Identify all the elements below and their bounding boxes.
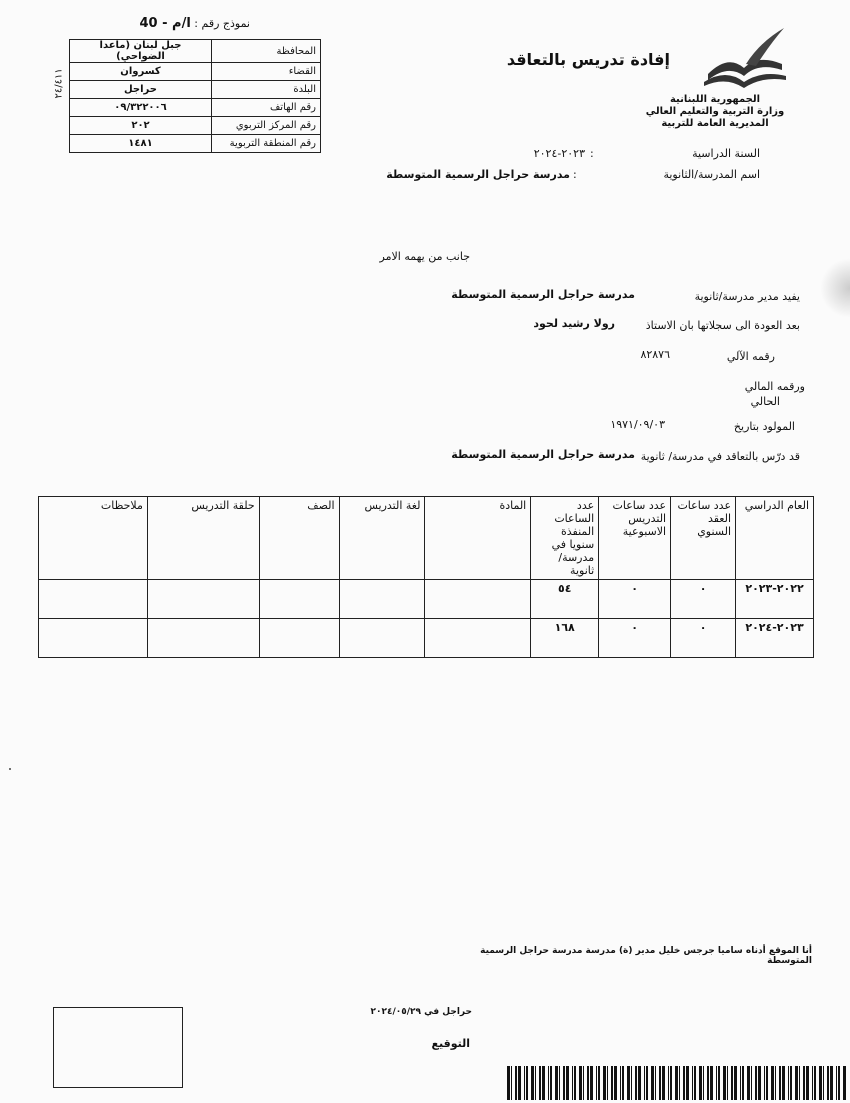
barcode-bar <box>627 1066 630 1100</box>
line1-value: مدرسة حراجل الرسمية المتوسطة <box>451 288 635 301</box>
line1-label: يفيد مدير مدرسة/ثانوية <box>694 290 800 303</box>
ministry-header <box>640 94 790 130</box>
barcode-bar <box>635 1066 637 1100</box>
info-row <box>70 117 321 135</box>
barcode-bar <box>830 1066 833 1100</box>
addressee: جانب من يهمه الامر <box>379 250 470 263</box>
table-cell <box>147 619 259 658</box>
table-header-cell: لغة التدريس <box>339 497 425 580</box>
barcode-bar <box>838 1066 840 1100</box>
barcode-bar <box>563 1066 565 1100</box>
barcode-bar <box>518 1066 521 1100</box>
teacher-name: رولا رشيد لحود <box>533 317 615 330</box>
barcode-bar <box>679 1066 680 1100</box>
info-row <box>70 135 321 153</box>
table-header-cell: عدد الساعات المنفذة سنويا في مدرسة/ثانوية <box>531 497 599 580</box>
barcode-bar <box>751 1066 752 1100</box>
barcode-bar <box>548 1066 549 1100</box>
barcode-bar <box>607 1066 608 1100</box>
barcode-bar <box>803 1066 805 1100</box>
barcode-bar <box>836 1066 837 1100</box>
barcode-bar <box>644 1066 645 1100</box>
barcode-bar <box>747 1066 750 1100</box>
barcode-bar <box>531 1066 534 1100</box>
table-cell <box>339 619 425 658</box>
info-row <box>70 63 321 81</box>
barcode-bar <box>823 1066 824 1100</box>
table-header-cell: العام الدراسي <box>736 497 814 580</box>
info-row <box>70 99 321 117</box>
barcode-bar <box>566 1066 569 1100</box>
scan-shadow <box>820 258 850 318</box>
table-cell: ٢٠٢٣-٢٠٢٤ <box>736 619 814 658</box>
barcode-bar <box>574 1066 576 1100</box>
place-date: حراجل في ٢٠٢٤/٠٥/٢٩ <box>370 1007 472 1017</box>
info-value: حراجل <box>70 81 212 99</box>
info-value: ٢٠٢ <box>70 117 212 135</box>
barcode-bar <box>703 1066 704 1100</box>
barcode-bar <box>596 1066 597 1100</box>
ministry-line: المديرية العامة للتربية <box>661 118 769 129</box>
barcode <box>507 1066 847 1100</box>
stamp-box <box>53 1007 183 1088</box>
info-row <box>70 40 321 63</box>
barcode-bar <box>731 1066 733 1100</box>
barcode-bar <box>799 1066 800 1100</box>
barcode-bar <box>827 1066 829 1100</box>
taught-label: قد درّس بالتعاقد في مدرسة/ ثانوية <box>640 450 800 463</box>
table-cell <box>39 619 148 658</box>
barcode-bar <box>655 1066 656 1100</box>
year-value: ٢٠٢٣-٢٠٢٤ <box>533 147 585 160</box>
barcode-bar <box>779 1066 781 1100</box>
barcode-bar <box>775 1066 776 1100</box>
table-cell: ٠ <box>599 619 671 658</box>
barcode-bar <box>710 1066 713 1100</box>
barcode-bar <box>766 1066 768 1100</box>
barcode-bar <box>587 1066 589 1100</box>
barcode-bar <box>550 1066 552 1100</box>
info-label: رقم المركز التربوي <box>212 117 321 135</box>
table-cell: ٠ <box>599 580 671 619</box>
barcode-bar <box>614 1066 617 1100</box>
teaching-hours-table <box>38 496 814 658</box>
barcode-bar <box>771 1066 774 1100</box>
info-label: البلدة <box>212 81 321 99</box>
barcode-bar <box>539 1066 541 1100</box>
barcode-bar <box>598 1066 600 1100</box>
document-title: إفادة تدريس بالتعاقد <box>506 50 670 69</box>
dob-value: ١٩٧١/٠٩/٠٣ <box>610 418 665 431</box>
table-cell: ١٦٨ <box>531 619 599 658</box>
barcode-bar <box>742 1066 744 1100</box>
barcode-bar <box>620 1066 621 1100</box>
barcode-bar <box>572 1066 573 1100</box>
barcode-bar <box>764 1066 765 1100</box>
table-header-cell: الصف <box>259 497 339 580</box>
table-header-cell: عدد ساعات التدريس الاسبوعية <box>599 497 671 580</box>
barcode-bar <box>579 1066 582 1100</box>
barcode-bar <box>814 1066 816 1100</box>
info-value: ٠٩/٣٢٢٠٠٦ <box>70 99 212 117</box>
barcode-bar <box>707 1066 709 1100</box>
barcode-bar <box>790 1066 792 1100</box>
barcode-bar <box>507 1066 510 1100</box>
table-header-cell: ملاحظات <box>39 497 148 580</box>
barcode-bar <box>686 1066 689 1100</box>
form-number <box>60 16 250 31</box>
school-info-table <box>69 39 321 153</box>
barcode-bar <box>806 1066 809 1100</box>
colon: : <box>590 147 594 160</box>
barcode-bar <box>524 1066 525 1100</box>
form-number-label: نموذج رقم : <box>194 17 250 30</box>
ministry-logo <box>700 24 790 93</box>
barcode-bar <box>734 1066 737 1100</box>
table-cell: ٢٠٢٢-٢٠٢٣ <box>736 580 814 619</box>
financial-number-label-2: الحالي <box>750 395 780 408</box>
table-header-cell: عدد ساعات العقد السنوي <box>671 497 736 580</box>
school-label: اسم المدرسة/الثانوية <box>663 168 760 181</box>
barcode-bar <box>782 1066 785 1100</box>
barcode-bar <box>727 1066 728 1100</box>
barcode-bar <box>758 1066 761 1100</box>
auto-number-value: ٨٢٨٧٦ <box>640 348 670 361</box>
barcode-bar <box>740 1066 741 1100</box>
barcode-bar <box>683 1066 685 1100</box>
barcode-bar <box>583 1066 584 1100</box>
colon: : <box>573 168 577 181</box>
table-cell: ٠ <box>671 580 736 619</box>
barcode-bar <box>668 1066 669 1100</box>
table-cell: ٥٤ <box>531 580 599 619</box>
table-header-cell: حلقة التدريس <box>147 497 259 580</box>
barcode-bar <box>812 1066 813 1100</box>
table-cell <box>259 580 339 619</box>
barcode-bar <box>611 1066 613 1100</box>
barcode-bar <box>638 1066 641 1100</box>
barcode-bar <box>692 1066 693 1100</box>
barcode-bar <box>555 1066 558 1100</box>
barcode-bar <box>515 1066 517 1100</box>
barcode-bar <box>622 1066 624 1100</box>
school-value: مدرسة حراجل الرسمية المتوسطة <box>386 168 570 181</box>
line2-label: بعد العودة الى سجلاتها بان الاستاذ <box>645 319 800 332</box>
info-value: كسروان <box>70 63 212 81</box>
info-label: القضاء <box>212 63 321 81</box>
info-value: جبل لبنان (ماعدا الضواحي) <box>70 40 212 63</box>
barcode-bar <box>699 1066 702 1100</box>
signatory-statement: أنا الموقع أدناه ساميا جرجس خليل مدير (ة) مدرسة مدرسة حراجل الرسمية المتوسطة <box>480 946 812 966</box>
barcode-bar <box>755 1066 757 1100</box>
barcode-bar <box>795 1066 798 1100</box>
table-cell: ٠ <box>671 619 736 658</box>
table-row <box>39 619 814 658</box>
table-cell <box>147 580 259 619</box>
barcode-bar <box>788 1066 789 1100</box>
info-value: ١٤٨١ <box>70 135 212 153</box>
signature-label: التوقيع <box>431 1037 470 1050</box>
scan-speck <box>9 768 11 770</box>
barcode-bar <box>559 1066 560 1100</box>
table-cell <box>425 619 531 658</box>
barcode-bar <box>631 1066 632 1100</box>
barcode-bar <box>590 1066 593 1100</box>
handwritten-note: ٢٤/٤١١ <box>53 68 65 99</box>
barcode-bar <box>526 1066 528 1100</box>
barcode-bar <box>511 1066 512 1100</box>
barcode-bar <box>662 1066 665 1100</box>
table-header-cell: المادة <box>425 497 531 580</box>
barcode-bar <box>542 1066 545 1100</box>
year-label: السنة الدراسية <box>692 147 760 160</box>
barcode-bar <box>675 1066 678 1100</box>
taught-value: مدرسة حراجل الرسمية المتوسطة <box>451 448 635 461</box>
barcode-bar <box>670 1066 672 1100</box>
table-cell <box>425 580 531 619</box>
barcode-bar <box>535 1066 536 1100</box>
barcode-bar <box>646 1066 648 1100</box>
info-row <box>70 81 321 99</box>
barcode-bar <box>651 1066 654 1100</box>
barcode-bar <box>603 1066 606 1100</box>
barcode-bar <box>819 1066 822 1100</box>
table-cell <box>39 580 148 619</box>
table-cell <box>259 619 339 658</box>
barcode-bar <box>659 1066 661 1100</box>
barcode-bar <box>718 1066 720 1100</box>
auto-number-label: رقمه الآلي <box>726 350 775 363</box>
info-label: رقم الهاتف <box>212 99 321 117</box>
barcode-bar <box>694 1066 696 1100</box>
financial-number-label: ورقمه المالي <box>744 380 805 393</box>
barcode-bar <box>716 1066 717 1100</box>
barcode-bar <box>723 1066 726 1100</box>
dob-label: المولود بتاريخ <box>733 420 795 433</box>
ministry-line: وزارة التربية والتعليم العالي <box>645 106 785 117</box>
form-number-value: ا/م - 40 <box>139 16 191 31</box>
table-row <box>39 580 814 619</box>
ministry-line: الجمهورية اللبنانية <box>669 94 761 105</box>
info-label: المحافظة <box>212 40 321 63</box>
barcode-bar <box>843 1066 846 1100</box>
table-cell <box>339 580 425 619</box>
info-label: رقم المنطقة التربوية <box>212 135 321 153</box>
